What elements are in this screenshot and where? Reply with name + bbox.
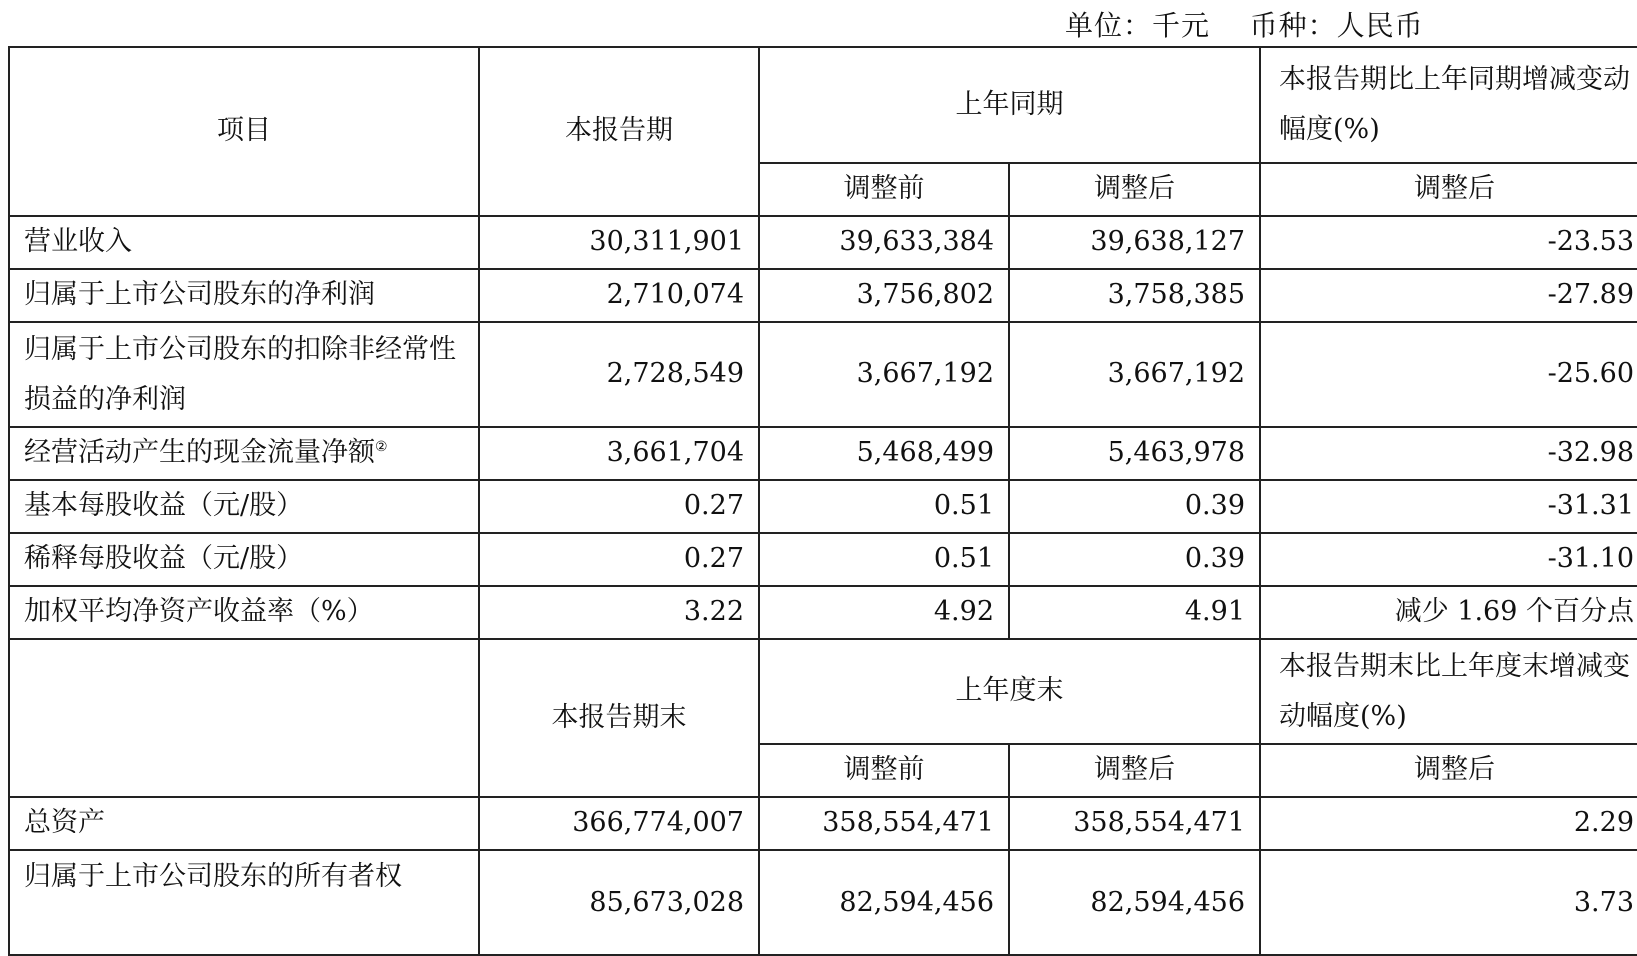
table-row (9, 480, 1637, 533)
row-label-text: 经营活动产生的现金流量净额 (24, 437, 375, 469)
row-label: 营业收入 (9, 216, 479, 269)
header-after-adjustment: 调整后 (1009, 744, 1260, 797)
financial-summary-table (8, 46, 1637, 956)
value-before: 0.51 (759, 480, 1009, 533)
value-after: 4.91 (1009, 586, 1260, 639)
header-period-end: 本报告期末 (479, 639, 759, 797)
table-row (9, 216, 1637, 269)
value-before: 5,468,499 (759, 427, 1009, 480)
table-row (9, 850, 1637, 955)
value-current: 3,661,704 (479, 427, 759, 480)
header-change-pct: 本报告期比上年同期增减变动幅度(%) (1260, 47, 1637, 163)
value-change: -27.89 (1260, 269, 1637, 322)
table-row (9, 797, 1637, 850)
value-current: 366,774,007 (479, 797, 759, 850)
table-row (9, 586, 1637, 639)
value-before: 358,554,471 (759, 797, 1009, 850)
value-before: 3,667,192 (759, 322, 1009, 427)
header-before-adjustment: 调整前 (759, 744, 1009, 797)
header-change-after-adjustment: 调整后 (1260, 163, 1637, 216)
table-row (9, 322, 1637, 427)
table-row (9, 533, 1637, 586)
value-before: 0.51 (759, 533, 1009, 586)
value-before: 4.92 (759, 586, 1009, 639)
value-change: -32.98 (1260, 427, 1637, 480)
header-prior-year-end: 上年度末 (759, 639, 1260, 744)
value-before: 82,594,456 (759, 850, 1009, 955)
value-change: -25.60 (1260, 322, 1637, 427)
value-current: 85,673,028 (479, 850, 759, 955)
row-label: 归属于上市公司股东的净利润 (9, 269, 479, 322)
value-after: 358,554,471 (1009, 797, 1260, 850)
row-label: 加权平均净资产收益率（%） (9, 586, 479, 639)
row-label (9, 427, 479, 480)
header-change-pct-end: 本报告期末比上年度末增减变动幅度(%) (1260, 639, 1637, 744)
value-change: -23.53 (1260, 216, 1637, 269)
unit-currency-note: 单位：千元 币种：人民币 (1065, 9, 1424, 42)
value-current: 2,710,074 (479, 269, 759, 322)
header-after-adjustment: 调整后 (1009, 163, 1260, 216)
value-after: 0.39 (1009, 480, 1260, 533)
row-label: 归属于上市公司股东的所有者权 (9, 850, 479, 955)
table-row (9, 269, 1637, 322)
value-current: 0.27 (479, 480, 759, 533)
row-label: 总资产 (9, 797, 479, 850)
value-after: 3,758,385 (1009, 269, 1260, 322)
header-current-period: 本报告期 (479, 47, 759, 216)
value-after: 39,638,127 (1009, 216, 1260, 269)
header-before-adjustment: 调整前 (759, 163, 1009, 216)
table-row (9, 427, 1637, 480)
value-after: 0.39 (1009, 533, 1260, 586)
row-label: 归属于上市公司股东的扣除非经常性损益的净利润 (9, 322, 479, 427)
value-before: 39,633,384 (759, 216, 1009, 269)
value-current: 3.22 (479, 586, 759, 639)
value-current: 0.27 (479, 533, 759, 586)
value-change: 减少 1.69 个百分点 (1260, 586, 1637, 639)
value-before: 3,756,802 (759, 269, 1009, 322)
value-after: 5,463,978 (1009, 427, 1260, 480)
header-prior-period: 上年同期 (759, 47, 1260, 163)
row-label: 基本每股收益（元/股） (9, 480, 479, 533)
row-label: 稀释每股收益（元/股） (9, 533, 479, 586)
value-current: 2,728,549 (479, 322, 759, 427)
header-change-after-adjustment: 调整后 (1260, 744, 1637, 797)
value-change: 2.29 (1260, 797, 1637, 850)
value-change: -31.31 (1260, 480, 1637, 533)
header-item-blank (9, 639, 479, 797)
header-item: 项目 (9, 47, 479, 216)
value-change: 3.73 (1260, 850, 1637, 955)
footnote-marker: ② (375, 439, 388, 456)
value-after: 82,594,456 (1009, 850, 1260, 955)
value-change: -31.10 (1260, 533, 1637, 586)
value-after: 3,667,192 (1009, 322, 1260, 427)
value-current: 30,311,901 (479, 216, 759, 269)
